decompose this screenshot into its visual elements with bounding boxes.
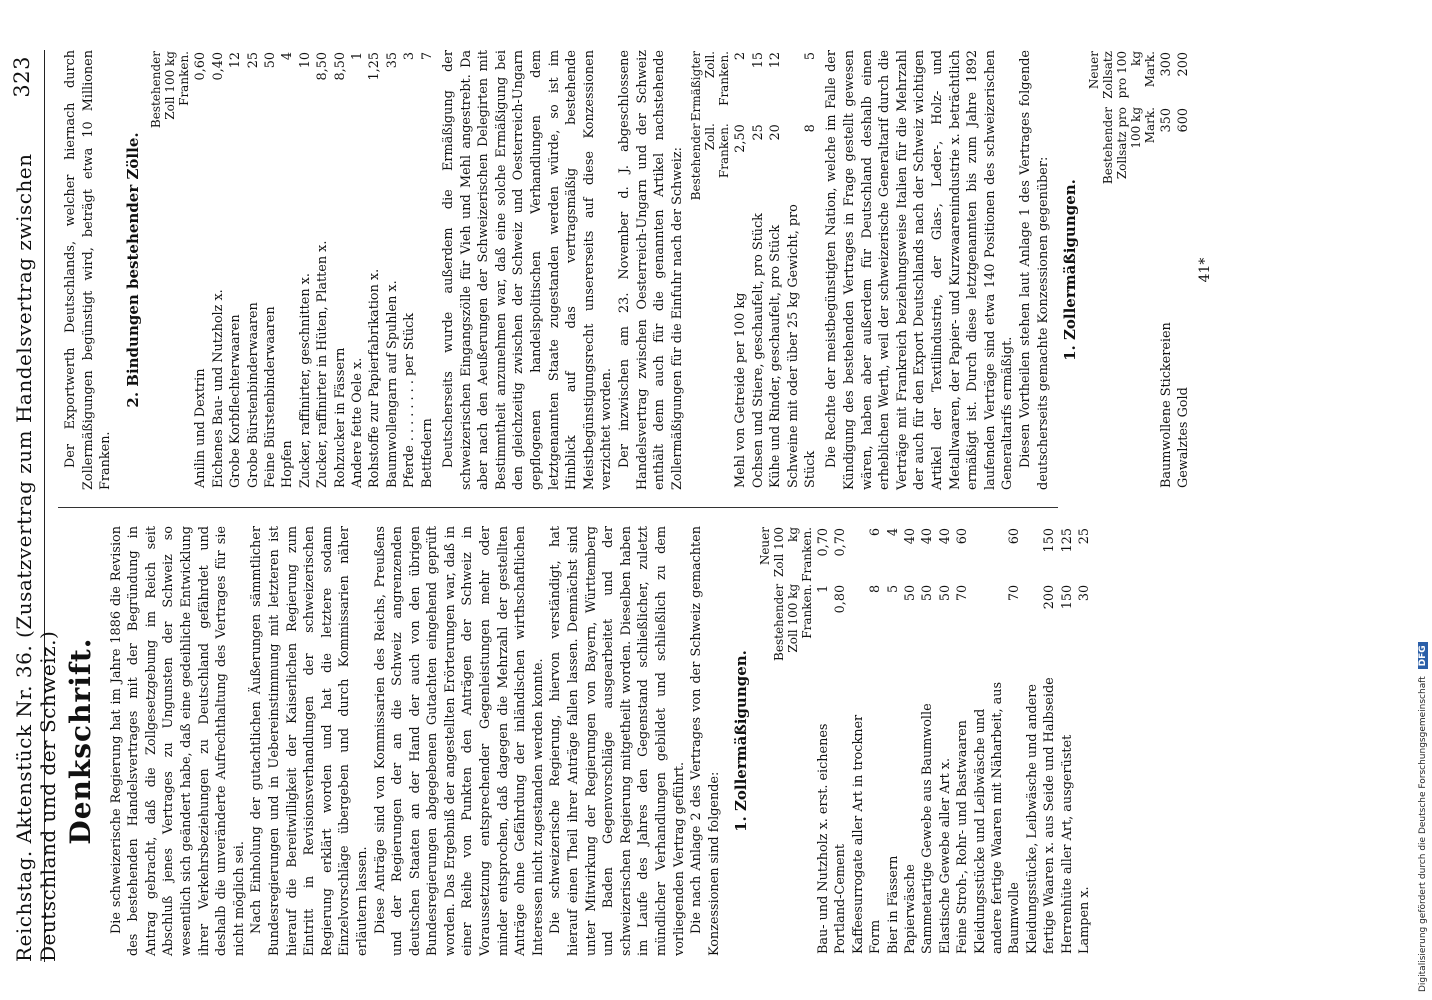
german-head-old: Bestehender Zollsatz pro 100 kg Mark. (1100, 107, 1157, 185)
row-old-duty: 5 (885, 584, 901, 594)
row-label: Hopfen (280, 440, 296, 488)
row-label: Bier in Fässern (885, 855, 901, 954)
row-label: Grobe Bürstenbinderwaaren (245, 302, 261, 488)
header-title: Reichstag. Aktenstück Nr. 36. (Zusatzvertrag zum Handelsvertrag zwischen Deutschland und der Schweiz.) (12, 153, 60, 962)
document-page (2, 30, 1402, 990)
table-row (767, 50, 784, 490)
row-duty: 7 (419, 52, 435, 61)
row-new-duty: 60 (1007, 528, 1023, 545)
bindings-head: Bestehender Zoll 100 kg Franken. (149, 51, 192, 129)
row-new-duty: 25 (1077, 528, 1093, 545)
row-duty: 0,40 (210, 52, 226, 81)
document-title: Denkschrift. (64, 637, 97, 845)
row-label: Feine Bürstenbinderwaaren (263, 306, 278, 488)
paragraph: Nach Einholung der gutachtlichen Äußerungen sämmtlicher Bundesregierungen und in Uebereinstimmung mit letzteren ist hierauf die Bereitwilligkeit der Kaiserlichen Regierung zum Eintritt in Revisionsverhandlungen der schweizerischen Regierung erklärt worden und hat die letztere sodann Einzelvorschläge übergeben und durch Kommissarien näher erläutern lassen. (249, 526, 370, 956)
row-old-duty: 20 (768, 124, 784, 141)
row-old-duty: 0,80 (833, 584, 849, 614)
row-label: Anilin und Dextrin (193, 368, 209, 488)
row-new-duty: 2 (733, 52, 749, 61)
row-label: Ochsen und Stiere, geschaufelt, pro Stück (750, 213, 766, 488)
table-row (1076, 526, 1093, 956)
row-old-duty: 50 (937, 584, 953, 602)
row-label: Kaffeesurrogate aller Art in trockner (850, 714, 866, 954)
table-head-old: Bestehender Zoll 100 kg Franken. (771, 583, 814, 661)
row-label: Kleidungsstücke und Leibwäsche und andere fertige Waaren mit Näharbeit, aus Baumwolle (972, 681, 1023, 954)
row-label: Sammetartige Gewebe aus Baumwolle (920, 703, 936, 954)
table-row (332, 50, 349, 490)
table-row (279, 50, 296, 490)
row-new-duty: 60 (955, 528, 971, 545)
table-row (919, 526, 936, 956)
row-label: Baumwollene Stickereien (1158, 322, 1174, 488)
table-row (349, 50, 366, 490)
row-new-duty: 125 (1059, 528, 1075, 553)
section-title-bindungen: 2. Bindungen bestehender Zölle. (123, 132, 142, 408)
row-label: Rohstoffe zur Papierfabrikation x. (367, 268, 383, 488)
row-old-duty: 8 (868, 584, 884, 594)
table-row (867, 526, 884, 956)
row-old-duty: 70 (1007, 584, 1023, 602)
row-duty: 12 (228, 52, 244, 69)
row-old-duty: 50 (920, 584, 936, 602)
dfg-credit (1418, 642, 1428, 992)
row-new-duty: 200 (1176, 52, 1192, 77)
row-old-duty: 150 (1059, 584, 1075, 610)
row-label: Papierwäsche (903, 864, 918, 954)
table-row (885, 526, 902, 956)
page-header (10, 50, 60, 962)
column-divider (58, 507, 1058, 508)
row-label: Gewalztes Gold (1176, 387, 1192, 488)
row-duty: 3 (402, 52, 418, 61)
table-row (815, 526, 832, 956)
row-label: Lampen x. (1077, 886, 1093, 954)
row-label: Grobe Korbflechterwaaren (228, 314, 244, 488)
row-label: Baumwollengarn auf Spuhlen x. (384, 280, 400, 488)
row-new-duty: 300 (1158, 52, 1174, 77)
austria-head-old: Bestehender Zoll. Franken. (689, 123, 732, 201)
row-new-duty: 5 (803, 52, 818, 61)
table-row (401, 50, 418, 490)
table-row (297, 50, 314, 490)
table-row (366, 50, 383, 490)
row-label: Form (868, 919, 884, 954)
german-reductions-table (1086, 50, 1193, 490)
paragraph-cattle-flour: Deutscherseits wurde außerdem die Ermäßigung der schweizerischen Eingangszölle für Vieh und Mehl angestrebt. Da aber nach den Aeußerungen der Schweizerischen Delegirten mit Bestimmtheit anzunehmen war, daß eine solche Ermäßigung bei den gleichzeitig zwischen der Schweiz und Oesterreich-Ungarn gepflogenen handelspolitischen Verhandlungen dem letztgenannten Staate zugestanden werden würde, so ist im Hinblick auf das vertragsmäßig bestehende Meistbegünstigungsrecht unsererseits auf diese Konzessionen verzichtet worden. (441, 50, 615, 490)
row-label: Zucker, raffinirter, geschnitten x. (297, 273, 313, 488)
row-duty: 0,60 (193, 52, 209, 81)
row-old-duty: 30 (1077, 584, 1093, 602)
row-duty: 35 (384, 52, 400, 69)
paragraph: Die schweizerische Regierung, hiervon verständigt, hat hierauf einen Theil ihrer Anträge fallen lassen. Demnächst sind unter Mitwirkung der Regierungen von Bayern, Württemberg und Baden Gegenvorschläge ausgearbeitet und der schweizerischen Regierung mitgetheilt worden. Dieselben haben im Laufe des Jahres den Gegenstand schließlicher, zuletzt mündlicher Verhandlungen gebildet und schließlich zu dem vorliegenden Vertrag geführt. (548, 526, 687, 956)
left-paragraphs (108, 526, 724, 956)
row-label: Herrenhüte aller Art, ausgerüstet (1059, 734, 1075, 954)
row-label: Andere fette Oele x. (350, 357, 366, 488)
row-label: Eichenes Bau- und Nutzholz x. (210, 289, 226, 488)
row-label: Pferde . . . . . . . . per Stück (402, 313, 418, 488)
german-head-new: Neuer Zollsatz pro 100 kg Mark. (1086, 51, 1157, 99)
row-new-duty: 40 (920, 528, 936, 545)
left-column (62, 526, 1392, 956)
row-duty: 8,50 (315, 52, 331, 81)
row-new-duty: 6 (868, 528, 884, 537)
table-row (1024, 526, 1059, 956)
row-old-duty (850, 583, 867, 662)
row-new-duty (850, 526, 867, 583)
table-row (1158, 50, 1175, 490)
austria-head-new: Ermäßigter Zoll. Franken. (689, 51, 732, 122)
table-row (937, 526, 954, 956)
row-new-duty: 40 (937, 528, 953, 545)
row-new-duty: 40 (903, 528, 918, 545)
row-label: Zucker, raffinirter in Hüten, Platten x. (315, 240, 331, 488)
paragraph-most-favoured: Die Rechte der meistbegünstigten Nation, welche im Falle der Kündigung des bestehenden Vertrages in Frage gestellt gewesen wären, haben aber außerdem für Deutschland deshalb einen erheblichen Werth, weil der schweizerische Generaltarif durch die Verträge mit Frankreich beziehungsweise Italien für die Mehrzahl der auch für den Export Deutschlands nach der Schweiz wichtigen Artikel der Textilindustrie, der Glas-, Leder-, Holz- und Metallwaaren, der Papier- und Kurzwaarenindustrie x. beträchtlich ermäßigt ist. Durch diese letztgenannten bis zum Jahre 1892 laufenden Verträge sind etwa 140 Positionen des schweizerischen Generaltarifs ermäßigt. (824, 50, 1016, 490)
row-duty: 10 (297, 52, 313, 69)
row-label: Kühe und Rinder, geschaufelt, pro Stück (768, 224, 784, 488)
table-row (832, 526, 849, 956)
table-row (732, 50, 749, 490)
paragraph-german-concessions: Diesen Vortheilen stehen laut Anlage 1 des Vertrages folgende deutscherseits gemachte Konzessionen gegenüber: (1017, 50, 1051, 490)
row-label: Elastische Gewebe aller Art x. (937, 757, 953, 954)
row-old-duty: 8 (803, 124, 818, 133)
paragraph-austria-treaty: Der inzwischen am 23. November d. J. abgeschlossene Handelsvertrag zwischen Oesterreich-Ungarn und der Schweiz enthält denn auch für die genannten Artikel nachstehende Zollermäßigungen für die Einfuhr nach der Schweiz: (617, 50, 685, 490)
table-row (384, 50, 401, 490)
export-value-paragraph: Der Exportwerth Deutschlands, welcher hiernach durch Zollermäßigungen begünstigt wird, beträgt etwa 10 Millionen Franken. (63, 50, 114, 490)
row-new-duty: 12 (768, 52, 784, 69)
table-row (750, 50, 767, 490)
row-old-duty: 70 (955, 584, 971, 602)
austria-reductions-table (688, 50, 819, 490)
table-row (1175, 50, 1192, 490)
row-duty: 4 (280, 52, 296, 61)
paragraph: Die schweizerische Regierung hat im Jahre 1886 die Revision des bestehenden Handelsvertrages mit der Begründung in Antrag gebracht, daß die Zollgesetzgebung im Reich seit Abschluß jenes Vertrages zu Ungunsten der Schweiz so wesentlich sich geändert habe, daß eine gedeihliche Entwicklung ihrer Verkehrsbeziehungen zu Deutschland gefährdet und deshalb die unveränderte Aufrechthaltung des Vertrages für sie nicht möglich sei. (108, 526, 247, 956)
table-row (785, 50, 820, 490)
row-new-duty: 0,70 (815, 528, 831, 557)
swiss-concessions-table (757, 526, 1094, 956)
sheet-signature-mark: 41* (1196, 257, 1213, 283)
row-duty: 50 (263, 52, 278, 69)
table-row (954, 526, 971, 956)
table-row (419, 50, 436, 490)
row-label: Portland-Cement (833, 844, 849, 954)
row-old-duty: 50 (903, 584, 918, 602)
row-old-duty: 2,50 (733, 124, 749, 153)
row-new-duty: 15 (750, 52, 766, 69)
table-row (972, 526, 1024, 956)
table-row (192, 50, 209, 490)
row-duty: 25 (245, 52, 261, 69)
row-old-duty: 1 (815, 584, 831, 594)
row-label: Feine Stroh-, Rohr- und Bastwaaren (955, 720, 971, 954)
table-row (227, 50, 244, 490)
dfg-credit-text: Digitalisierung gefördert durch die Deutsche Forschungsgemeinschaft (1418, 676, 1428, 992)
row-label: Bettfedern (419, 418, 435, 488)
table-row (210, 50, 227, 490)
row-label: Schweine mit oder über 25 kg Gewicht, pro Stück (785, 204, 818, 488)
table-row (245, 50, 262, 490)
table-row (314, 50, 331, 490)
table-row (1059, 526, 1076, 956)
row-old-duty: 25 (750, 124, 766, 141)
paragraph: Diese Anträge sind von Kommissarien des Reichs, Preußens und der Regierungen der an die Schweiz angrenzenden deutschen Staaten an der Hand der auch von den übrigen Bundesregierungen abgegebenen Gutachten eingehend geprüft worden. Das Ergebniß der angestellten Erörterungen war, daß in einer Reihe von Punkten den Anträgen der Schweiz in Voraussetzung entsprechender Gegenleistungen mehr oder minder entsprochen, daß dagegen die Mehrzahl der gestellten Anträge ohne Gefährdung der inländischen wirthschaftlichen Interessen nicht zugestanden werden konnte. (372, 526, 546, 956)
bindings-table (148, 50, 436, 490)
row-duty: 1 (350, 52, 366, 61)
page-number: 323 (10, 56, 34, 98)
dfg-logo: DFG (1418, 642, 1428, 669)
row-old-duty: 350 (1158, 108, 1174, 133)
section-title-german-reductions: 1. Zollermäßigungen. (1061, 179, 1080, 361)
row-label: Bau- und Nutzholz x. erst. eichenes (815, 723, 831, 954)
table-row (850, 526, 867, 956)
row-old-duty: 600 (1176, 108, 1192, 133)
row-label: Rohzucker in Fässern (332, 347, 348, 488)
row-new-duty: 4 (885, 528, 901, 537)
row-label: Kleidungsstücke, Leibwäsche und andere fertige Waaren x. aus Seide und Halbseide (1024, 677, 1058, 954)
row-label: Mehl von Getreide per 100 kg (733, 292, 749, 488)
paragraph: Die nach Anlage 2 des Vertrages von der Schweiz gemachten Konzessionen sind folgende: (689, 526, 722, 956)
row-old-duty: 200 (1042, 584, 1058, 610)
table-head-new: Neuer Zoll 100 kg Franken. (757, 526, 814, 582)
table-row (262, 50, 279, 490)
right-column (62, 50, 1392, 490)
row-new-duty: 150 (1042, 528, 1058, 553)
section-title-zollermaessigungen: 1. Zollermäßigungen. (732, 650, 751, 832)
table-row (902, 526, 919, 956)
row-duty: 8,50 (332, 52, 348, 81)
row-new-duty: 0,70 (833, 528, 849, 557)
row-duty: 1,25 (367, 52, 383, 81)
